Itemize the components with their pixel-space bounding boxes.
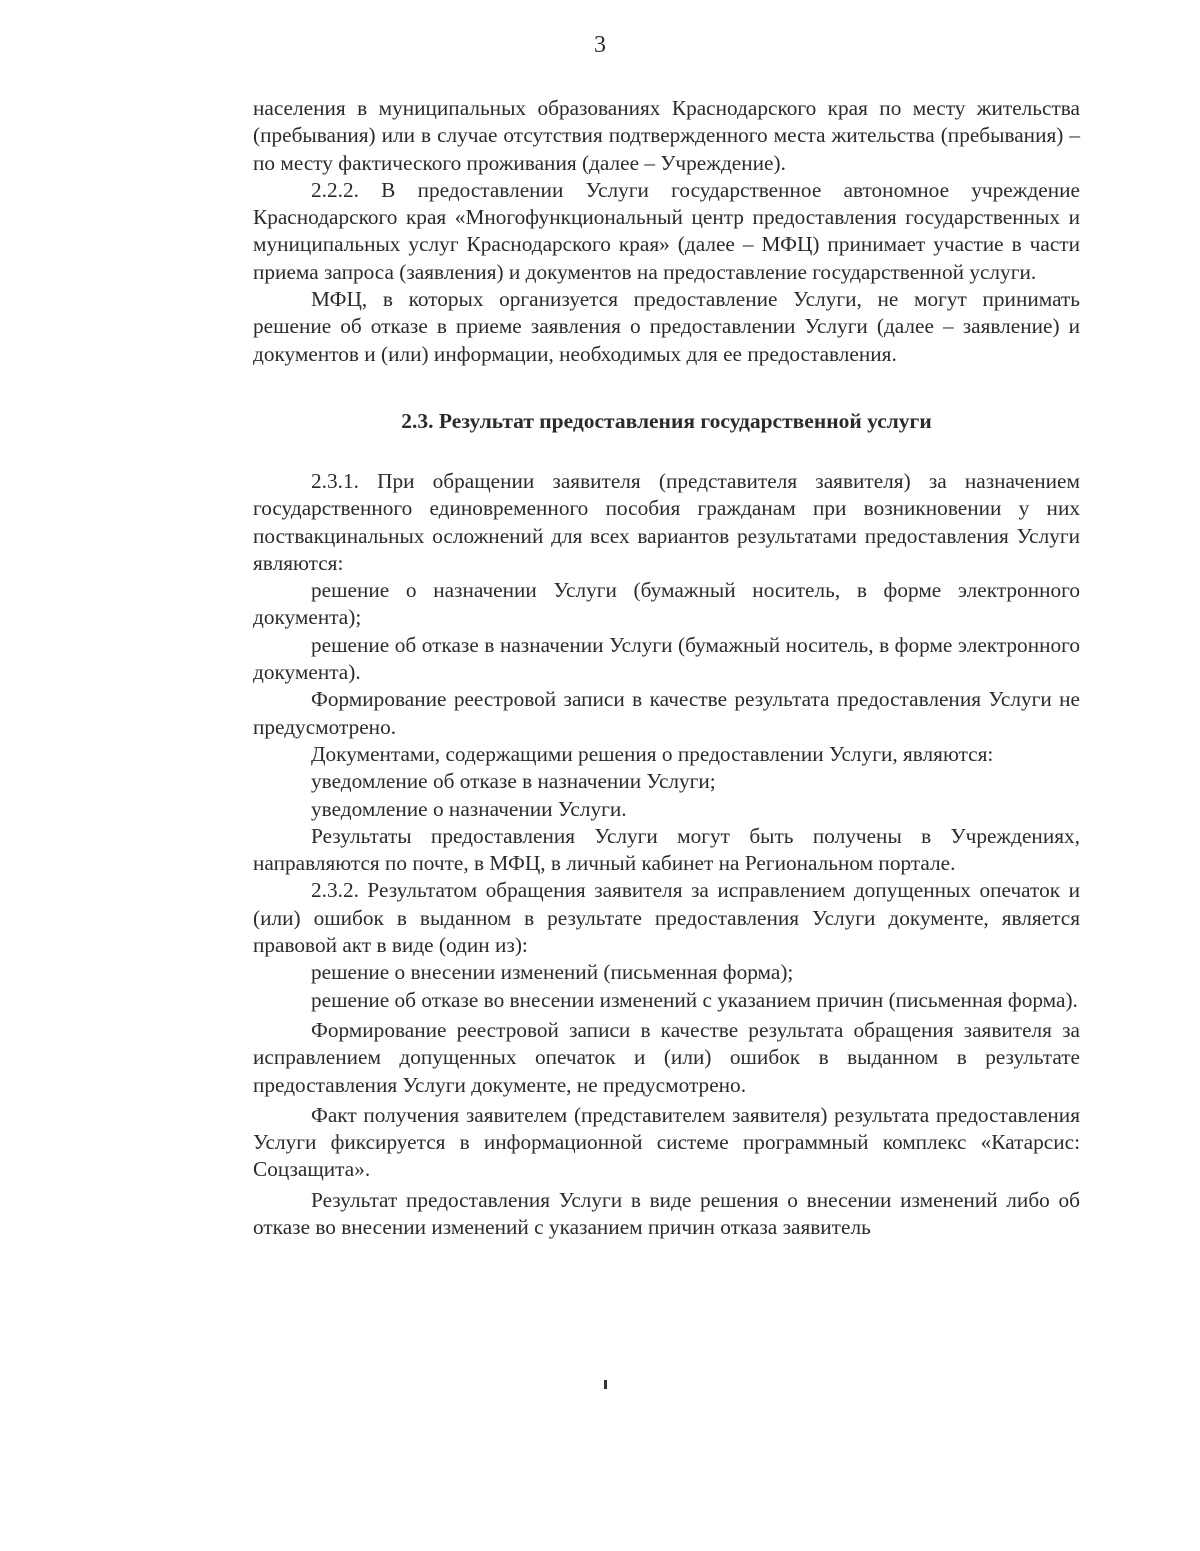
paragraph-result-continuation: Результат предоставления Услуги в виде решения о внесении изменений либо об отказе во внесении изменений с указанием причин отказа заявитель bbox=[253, 1187, 1080, 1239]
paragraph-registry-record-corrections: Формирование реестровой записи в качестве результата обращения заявителя за исправлением допущенных опечаток и (или) ошибок в выданном в результате предоставления Услуги документе, не предусмотрено. bbox=[253, 1017, 1080, 1097]
paragraph-documents: Документами, содержащими решения о предоставлении Услуги, являются: bbox=[311, 741, 994, 766]
list-item: решение о назначении Услуги (бумажный носитель, в форме электронного документа); bbox=[253, 578, 1080, 630]
paragraph-2-3-2: 2.3.2. Результатом обращения заявителя за исправлением допущенных опечаток и (или) ошибок в выданном в результате предоставления Услуги документе, является правовой акт в виде (один из): bbox=[253, 878, 1080, 958]
list-item: решение об отказе во внесении изменений с указанием причин (письменная форма). bbox=[311, 987, 1078, 1012]
page-number: 3 bbox=[594, 32, 606, 58]
document-body bbox=[253, 95, 1080, 1241]
paragraph-continuation: населения в муниципальных образованиях Краснодарского края по месту жительства (пребывания) или в случае отсутствия подтвержденного места жительства (пребывания) – по месту фактического проживания (далее – Учреждение). bbox=[253, 96, 1080, 175]
paragraph-katarsis-system: Факт получения заявителем (представителем заявителя) результата предоставления Услуги фиксируется в информационной системе программный комплекс «Катарсис: Соцзащита». bbox=[253, 1102, 1080, 1182]
paragraph-2-2-2: 2.2.2. В предоставлении Услуги государственное автономное учреждение Краснодарского края «Многофункциональный центр предоставления государственных и муниципальных услуг Краснодарского края» (далее – МФЦ) принимает участие в части приема запроса (заявления) и документов на предоставление государственной услуги. bbox=[253, 177, 1080, 284]
list-item: уведомление об отказе в назначении Услуги; bbox=[311, 769, 716, 794]
list-item: решение о внесении изменений (письменная форма); bbox=[311, 960, 794, 985]
scan-mark bbox=[604, 1380, 607, 1389]
paragraph-mfc-refusal: МФЦ, в которых организуется предоставление Услуги, не могут принимать решение об отказе в приеме заявления о предоставлении Услуги (далее – заявление) и документов и (или) информации, необходимых для ее предоставления. bbox=[253, 287, 1080, 366]
section-heading: 2.3. Результат предоставления государственной услуги bbox=[401, 408, 932, 433]
paragraph-registry-record: Формирование реестровой записи в качестве результата предоставления Услуги не предусмотрено. bbox=[253, 687, 1080, 739]
list-item: уведомление о назначении Услуги. bbox=[311, 796, 627, 821]
paragraph-results-delivery: Результаты предоставления Услуги могут быть получены в Учреждениях, направляются по почте, в МФЦ, в личный кабинет на Региональном портале. bbox=[253, 823, 1080, 876]
list-item: решение об отказе в назначении Услуги (бумажный носитель, в форме электронного документа). bbox=[253, 632, 1080, 685]
paragraph-2-3-1: 2.3.1. При обращении заявителя (представителя заявителя) за назначением государственного единовременного пособия гражданам при возникновении у них поствакцинальных осложнений для всех вариантов результатами предоставления Услуги являются: bbox=[253, 468, 1080, 575]
